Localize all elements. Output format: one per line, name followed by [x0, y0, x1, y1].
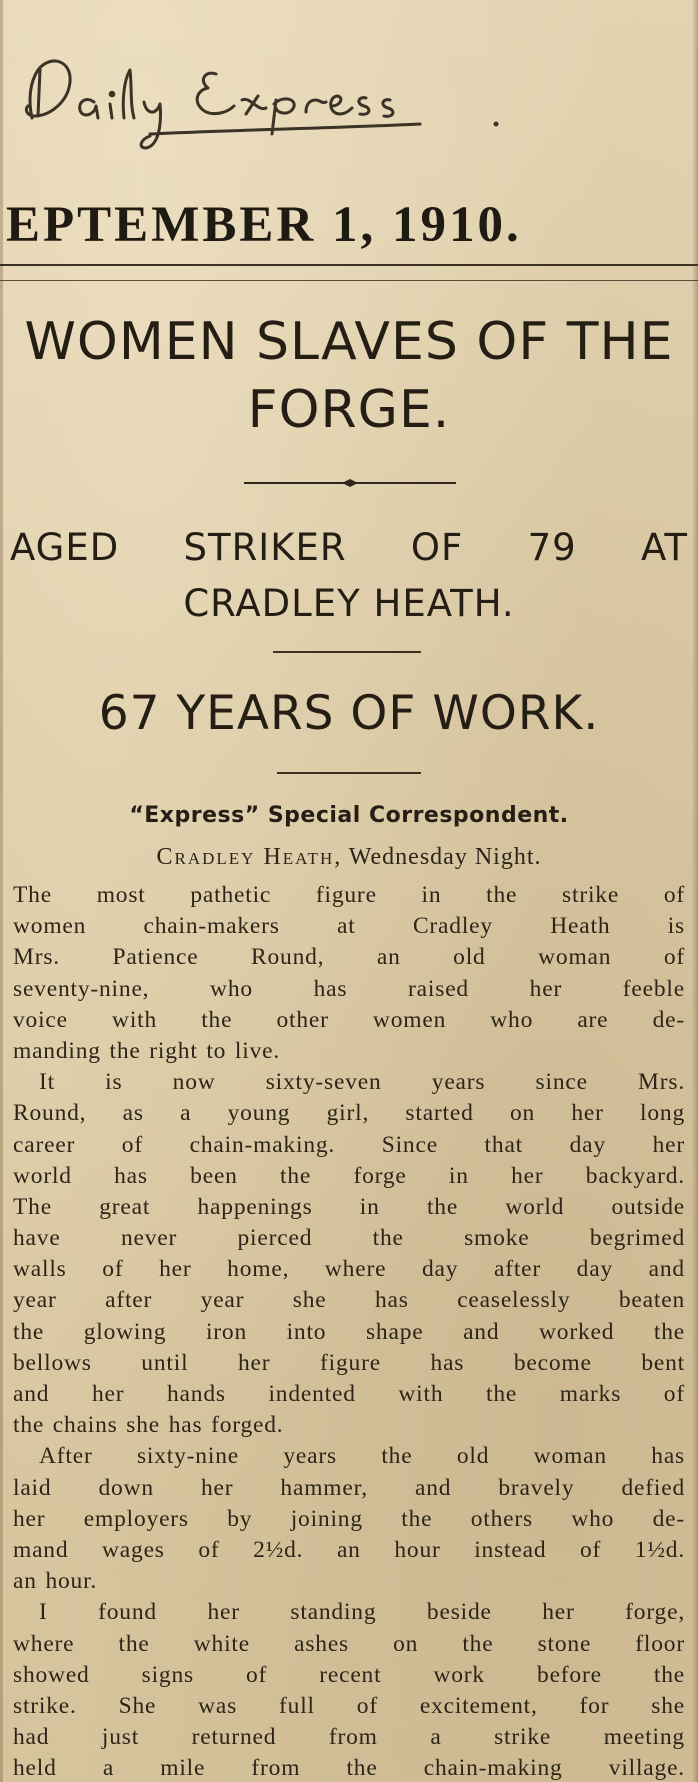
article-body — [13, 880, 685, 1782]
article-line: the glowing iron into shape and worked the — [13, 1318, 685, 1345]
third-headline: 67 YEARS OF WORK. — [98, 686, 600, 741]
article-line: strike. She was full of excitement, for she — [13, 1692, 685, 1719]
article-line: an hour. — [13, 1568, 98, 1595]
article-line: women chain-makers at Cradley Heath is — [13, 913, 685, 940]
article-line: and her hands indented with the marks of — [13, 1381, 685, 1407]
short-rule-divider — [273, 651, 421, 653]
sub-headline-line-2: CRADLEY HEATH. — [183, 582, 515, 625]
handwritten-masthead — [10, 30, 530, 150]
dateline: EPTEMBER 1, 1910. — [6, 197, 522, 253]
article-line: After sixty-nine years the old woman has — [39, 1443, 685, 1470]
article-line: have never pierced the smoke begrimed — [13, 1225, 685, 1252]
header-rule-thin — [0, 280, 698, 281]
article-line: world has been the forge in her backyard. — [13, 1162, 685, 1189]
article-line: career of chain-making. Since that day her — [13, 1131, 685, 1158]
placeline-time: Wednesday Night. — [348, 844, 542, 870]
article-line: showed signs of recent work before the — [13, 1661, 685, 1688]
byline: “Express” Special Correspondent. — [129, 803, 569, 828]
article-line: Mrs. Patience Round, an old woman of — [13, 944, 685, 971]
article-line: walls of her home, where day after day and — [13, 1256, 685, 1283]
placeline — [0, 844, 698, 871]
article-line: bellows until her figure has become bent — [13, 1349, 685, 1376]
article-line: voice with the other women who are de- — [13, 1006, 685, 1033]
article-line: The most pathetic figure in the strike of — [13, 882, 685, 908]
article-line: manding the right to live. — [13, 1037, 281, 1064]
ornament-divider — [244, 479, 456, 487]
sub-headline — [0, 520, 698, 632]
article-line: had just returned from a strike meeting — [13, 1724, 685, 1751]
short-rule-divider — [277, 772, 421, 774]
clipping-edge — [0, 0, 3, 1782]
article-line: where the white ashes on the stone floor — [13, 1630, 685, 1657]
header-rule — [0, 264, 698, 266]
article-line: laid down her hammer, and bravely defied — [13, 1474, 685, 1501]
clipping-edge-shadow — [692, 0, 698, 1782]
article-line: seventy-nine, who has raised her feeble — [13, 975, 685, 1002]
main-headline: WOMEN SLAVES OF THE FORGE. — [24, 312, 674, 440]
sub-headline-line-1: AGED STRIKER OF 79 AT — [10, 526, 688, 569]
article-line: mand wages of 2½d. an hour instead of 1½d. — [13, 1536, 685, 1563]
article-line: held a mile from the chain-making village. — [13, 1755, 685, 1782]
article-line: the chains she has forged. — [13, 1412, 284, 1439]
article-line: I found her standing beside her forge, — [39, 1599, 685, 1626]
placeline-place: Cradley Heath, — [156, 844, 343, 870]
article-line: Round, as a young girl, started on her long — [13, 1100, 685, 1127]
article-line: year after year she has ceaselessly beaten — [13, 1287, 685, 1314]
article-line: It is now sixty-seven years since Mrs. — [39, 1069, 685, 1096]
article-line: her employers by joining the others who de- — [13, 1505, 685, 1532]
article-line: The great happenings in the world outside — [13, 1193, 685, 1220]
